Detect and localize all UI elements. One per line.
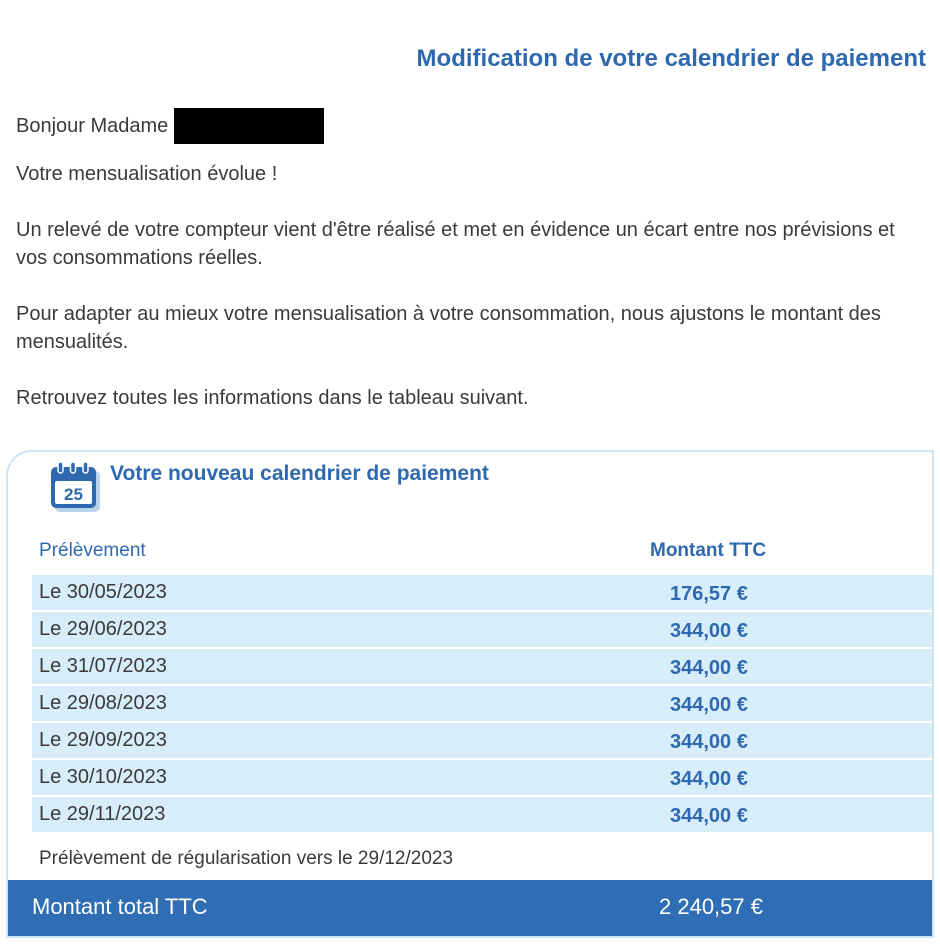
row-amount: 344,00 € — [670, 694, 748, 716]
table-row — [32, 797, 934, 832]
row-date: Le 30/05/2023 — [39, 581, 167, 603]
adjustment-paragraph: Pour adapter au mieux votre mensualisation à votre consommation, nous ajustons le montant des mensualités. — [16, 303, 881, 353]
redacted-name — [174, 108, 324, 144]
row-date: Le 29/09/2023 — [39, 729, 167, 751]
greeting — [16, 108, 324, 144]
table-intro-paragraph: Retrouvez toutes les informations dans le tableau suivant. — [16, 387, 529, 409]
table-row — [32, 723, 934, 758]
schedule-table — [32, 575, 934, 834]
row-amount: 344,00 € — [670, 657, 748, 679]
row-amount: 176,57 € — [670, 583, 748, 605]
calendar-icon-day: 25 — [64, 485, 83, 504]
row-amount: 344,00 € — [670, 731, 748, 753]
table-row — [32, 575, 934, 610]
table-row — [32, 649, 934, 684]
row-amount: 344,00 € — [670, 620, 748, 642]
calendar-icon — [50, 462, 102, 514]
greeting-text: Bonjour Madame — [16, 114, 169, 137]
payment-schedule-card — [6, 450, 934, 938]
row-amount: 344,00 € — [670, 768, 748, 790]
regularisation-note: Prélèvement de régularisation vers le 29/12/2023 — [39, 848, 454, 869]
meter-reading-paragraph: Un relevé de votre compteur vient d'être réalisé et met en évidence un écart entre nos prévisions et vos consommations réelles. — [16, 219, 895, 269]
column-header-amount: Montant TTC — [650, 540, 767, 561]
row-date: Le 29/11/2023 — [39, 803, 166, 825]
table-row — [32, 612, 934, 647]
total-value: 2 240,57 € — [659, 894, 763, 919]
card-title: Votre nouveau calendrier de paiement — [110, 462, 489, 485]
row-date: Le 29/08/2023 — [39, 692, 167, 714]
intro-line: Votre mensualisation évolue ! — [16, 163, 278, 185]
row-amount: 344,00 € — [670, 805, 748, 827]
row-date: Le 30/10/2023 — [39, 766, 167, 788]
table-row — [32, 760, 934, 795]
total-bar — [8, 880, 932, 936]
page-title: Modification de votre calendrier de paiement — [416, 45, 926, 72]
row-date: Le 29/06/2023 — [39, 618, 167, 640]
column-header-debit: Prélèvement — [39, 540, 146, 561]
table-row — [32, 686, 934, 721]
row-date: Le 31/07/2023 — [39, 655, 167, 677]
total-label: Montant total TTC — [32, 894, 208, 919]
